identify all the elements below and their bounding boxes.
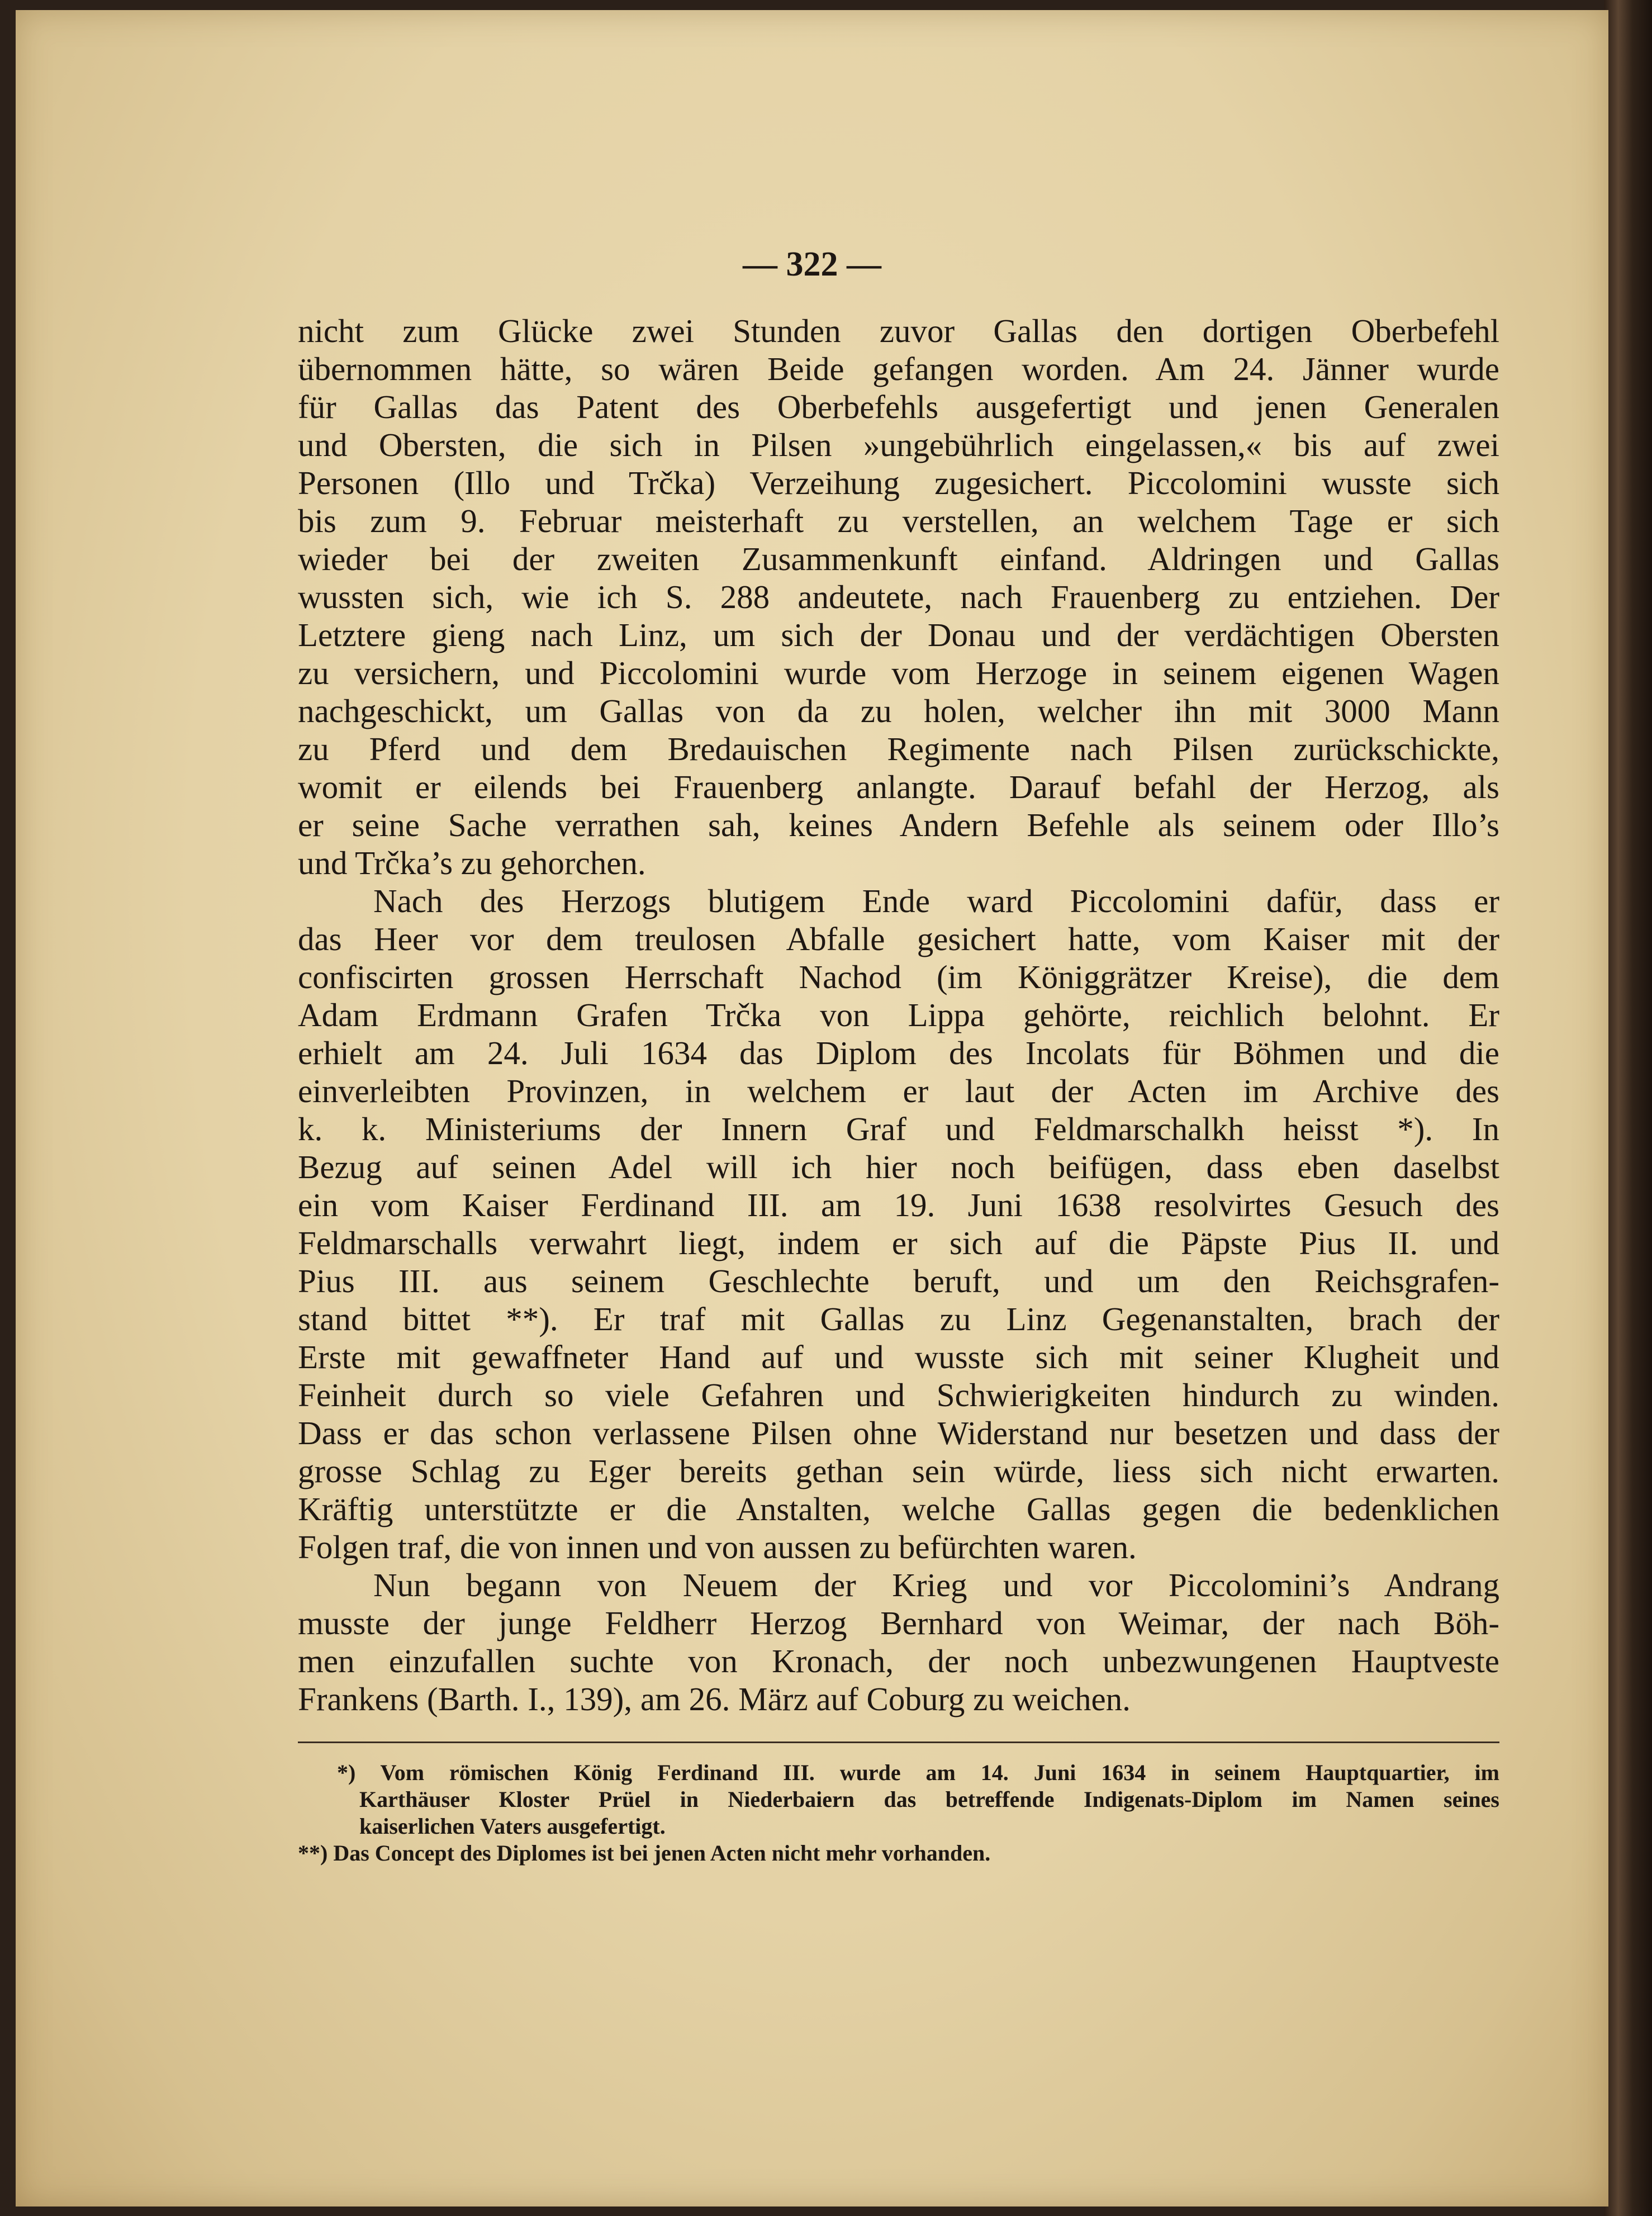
text-line: Folgen traf, die von innen und von aussen zu befürchten waren.: [298, 1529, 1137, 1565]
text-line: Nach des Herzogs blutigem Ende ward Piccolomini dafür, dass er: [373, 882, 1499, 919]
text-line: nicht zum Glücke zwei Stunden zuvor Gallas den dortigen Oberbefehl: [298, 312, 1499, 349]
text-line: zu Pferd und dem Bredauischen Regimente nach Pilsen zurückschickte,: [298, 730, 1499, 767]
text-line: wussten sich, wie ich S. 288 andeutete, nach Frauenberg zu entziehen. Der: [298, 578, 1499, 615]
footnote-line: Karthäuser Kloster Prüel in Niederbaiern das betreffende Indigenats-Diplom im Namen seines: [359, 1787, 1499, 1812]
text-line: das Heer vor dem treulosen Abfalle gesichert hatte, vom Kaiser mit der: [298, 920, 1499, 957]
text-line: womit er eilends bei Frauenberg anlangte. Darauf befahl der Herzog, als: [298, 768, 1499, 805]
text-line: men einzufallen suchte von Kronach, der noch unbezwungenen Hauptveste: [298, 1643, 1499, 1679]
text-line: und Trčka’s zu gehorchen.: [298, 844, 646, 881]
text-line: Pius III. aus seinem Geschlechte beruft, und um den Reichsgrafen-: [298, 1263, 1499, 1299]
footnote-rule: [298, 1742, 1499, 1743]
text-line: Letztere gieng nach Linz, um sich der Donau und der verdächtigen Obersten: [298, 616, 1499, 653]
text-line: Kräftig unterstützte er die Anstalten, welche Gallas gegen die bedenklichen: [298, 1491, 1499, 1527]
text-line: ein vom Kaiser Ferdinand III. am 19. Juni 1638 resolvirtes Gesuch des: [298, 1187, 1499, 1223]
text-line: einverleibten Provinzen, in welchem er laut der Acten im Archive des: [298, 1073, 1499, 1109]
footnote-line: *) Vom römischen König Ferdinand III. wurde am 14. Juni 1634 in seinem Hauptquartier, im: [337, 1760, 1499, 1785]
text-line: bis zum 9. Februar meisterhaft zu verstellen, an welchem Tage er sich: [298, 502, 1499, 539]
text-line: Personen (Illo und Trčka) Verzeihung zugesichert. Piccolomini wusste sich: [298, 464, 1499, 501]
text-line: er seine Sache verrathen sah, keines Andern Befehle als seinem oder Illo’s: [298, 806, 1499, 843]
text-line: Frankens (Barth. I., 139), am 26. März auf Coburg zu weichen.: [298, 1681, 1131, 1717]
book-page: [16, 10, 1608, 2206]
footnotes: [298, 1759, 1499, 1867]
text-line: übernommen hätte, so wären Beide gefangen worden. Am 24. Jänner wurde: [298, 350, 1499, 387]
text-line: und Obersten, die sich in Pilsen »ungebührlich eingelassen,« bis auf zwei: [298, 426, 1499, 463]
text-line: nachgeschickt, um Gallas von da zu holen, welcher ihn mit 3000 Mann: [298, 692, 1499, 729]
body-text: [298, 312, 1499, 1718]
text-line: stand bittet **). Er traf mit Gallas zu Linz Gegenanstalten, brach der: [298, 1301, 1499, 1337]
text-line: Adam Erdmann Grafen Trčka von Lippa gehörte, reichlich belohnt. Er: [298, 997, 1499, 1033]
text-line: Feinheit durch so viele Gefahren und Schwierigkeiten hindurch zu winden.: [298, 1377, 1499, 1413]
text-line: Feldmarschalls verwahrt liegt, indem er sich auf die Päpste Pius II. und: [298, 1225, 1499, 1261]
text-line: wieder bei der zweiten Zusammenkunft einfand. Aldringen und Gallas: [298, 540, 1499, 577]
text-line: erhielt am 24. Juli 1634 das Diplom des Incolats für Böhmen und die: [298, 1035, 1499, 1071]
text-line: für Gallas das Patent des Oberbefehls ausgefertigt und jenen Generalen: [298, 388, 1499, 425]
text-line: Bezug auf seinen Adel will ich hier noch beifügen, dass eben daselbst: [298, 1149, 1499, 1185]
page-number: — 322 —: [743, 245, 881, 283]
footnote-line: kaiserlichen Vaters ausgefertigt.: [359, 1814, 666, 1839]
text-line: confiscirten grossen Herrschaft Nachod (im Königgrätzer Kreise), die dem: [298, 958, 1499, 995]
book-binding: [1604, 0, 1652, 2216]
footnote-line: **) Das Concept des Diplomes ist bei jenen Acten nicht mehr vorhanden.: [298, 1840, 991, 1866]
text-line: grosse Schlag zu Eger bereits gethan sein würde, liess sich nicht erwarten.: [298, 1453, 1499, 1489]
text-line: zu versichern, und Piccolomini wurde vom Herzoge in seinem eigenen Wagen: [298, 654, 1499, 691]
text-line: Erste mit gewaffneter Hand auf und wusste sich mit seiner Klugheit und: [298, 1339, 1499, 1375]
text-line: Nun begann von Neuem der Krieg und vor Piccolomini’s Andrang: [373, 1567, 1499, 1603]
text-line: k. k. Ministeriums der Innern Graf und Feldmarschalkh heisst *). In: [298, 1111, 1499, 1147]
text-line: Dass er das schon verlassene Pilsen ohne Widerstand nur besetzen und dass der: [298, 1415, 1499, 1451]
text-line: musste der junge Feldherr Herzog Bernhard von Weimar, der nach Böh-: [298, 1605, 1499, 1641]
